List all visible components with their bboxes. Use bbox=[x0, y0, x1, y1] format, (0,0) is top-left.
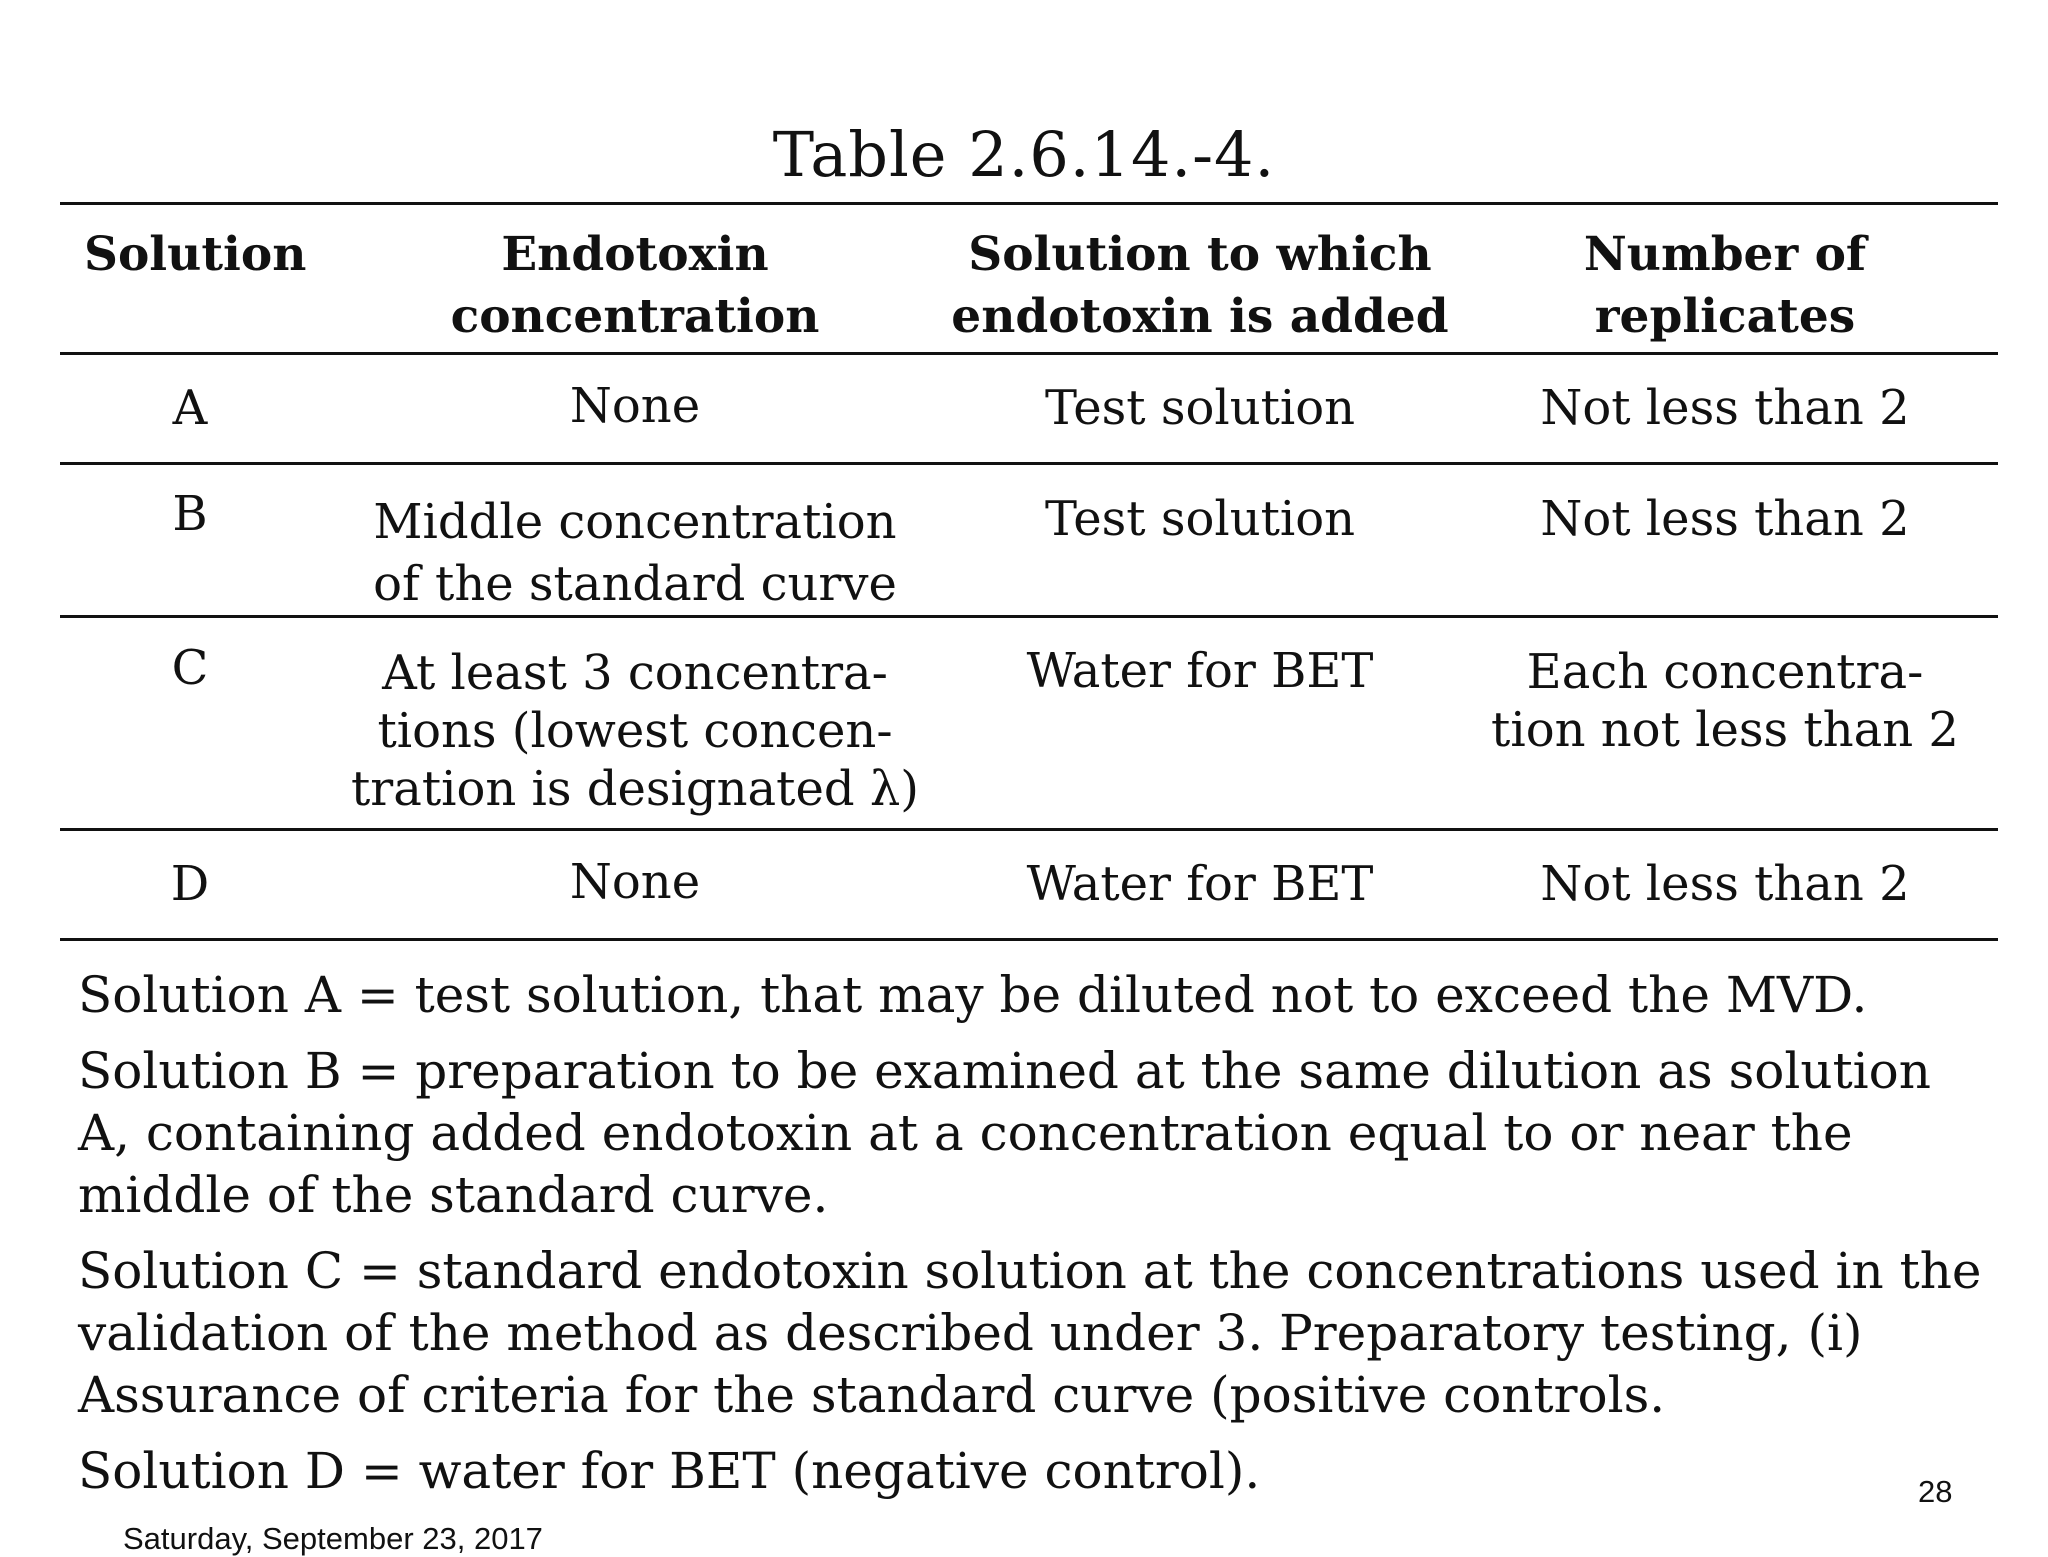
row-b-added: Test solution bbox=[1044, 491, 1356, 547]
row-c-replicates bbox=[1450, 643, 2000, 759]
row-b-endotoxin bbox=[320, 491, 950, 615]
row-a-replicates-line1: Not less than 2 bbox=[1540, 380, 1910, 436]
header-endotoxin-line1: Endotoxin bbox=[501, 227, 769, 282]
note-solution-b: Solution B = preparation to be examined at the same dilution as solution A, containing added endotoxin at a concentration equal to or near the middle of the standard curve. bbox=[78, 1042, 1931, 1224]
row-a-bottom-rule bbox=[60, 462, 1998, 465]
row-c-replicates-line1: Each concentra- bbox=[1526, 644, 1924, 700]
row-c-solution: C bbox=[171, 640, 209, 696]
header-replicates-line2: replicates bbox=[1594, 289, 1856, 344]
header-added-line2: endotoxin is added bbox=[951, 289, 1449, 344]
header-endotoxin-line2: concentration bbox=[450, 289, 820, 344]
row-c-added: Water for BET bbox=[1026, 643, 1374, 699]
row-d-endotoxin-line1: None bbox=[569, 854, 701, 910]
row-d-solution: D bbox=[170, 856, 210, 912]
row-b-endotoxin-line1: Middle concentration bbox=[373, 494, 897, 550]
row-d-added: Water for BET bbox=[1026, 856, 1374, 912]
header-endotoxin-concentration bbox=[320, 224, 950, 348]
row-d-replicates-line1: Not less than 2 bbox=[1540, 856, 1910, 912]
row-a-endotoxin-line1: None bbox=[569, 378, 701, 434]
row-c-bottom-rule bbox=[60, 828, 1998, 831]
row-a-endotoxin bbox=[320, 378, 950, 434]
row-d-endotoxin bbox=[320, 854, 950, 910]
header-number-of-replicates bbox=[1450, 224, 2000, 348]
row-b-solution: B bbox=[172, 486, 208, 542]
header-added-line1: Solution to which bbox=[968, 227, 1432, 282]
note-solution-a: Solution A = test solution, that may be diluted not to exceed the MVD. bbox=[78, 966, 1868, 1024]
row-a-solution: A bbox=[172, 380, 208, 436]
row-b-replicates-line1: Not less than 2 bbox=[1540, 491, 1910, 547]
row-b-replicates bbox=[1450, 491, 2000, 547]
row-b-bottom-rule bbox=[60, 615, 1998, 618]
row-a-replicates bbox=[1450, 380, 2000, 436]
header-solution bbox=[84, 224, 344, 286]
row-c-endotoxin-line1: At least 3 concentra- bbox=[382, 645, 888, 701]
row-c-endotoxin bbox=[320, 644, 950, 818]
footer-date: Saturday, September 23, 2017 bbox=[123, 1521, 543, 1556]
table-title: Table 2.6.14.-4. bbox=[772, 118, 1276, 191]
note-solution-d: Solution D = water for BET (negative control). bbox=[78, 1442, 1261, 1500]
row-b-endotoxin-line2: of the standard curve bbox=[373, 556, 897, 612]
table-bottom-rule bbox=[60, 938, 1998, 941]
table-top-rule bbox=[60, 202, 1998, 205]
row-c-replicates-line2: tion not less than 2 bbox=[1491, 702, 1959, 758]
header-bottom-rule bbox=[60, 352, 1998, 355]
header-replicates-line1: Number of bbox=[1583, 227, 1867, 282]
row-a-added: Test solution bbox=[1044, 380, 1356, 436]
row-c-endotoxin-line3: tration is designated λ) bbox=[350, 761, 919, 817]
table-notes bbox=[78, 964, 1998, 1516]
header-solution-added bbox=[950, 224, 1450, 348]
page-number: 28 bbox=[1918, 1474, 1953, 1509]
row-c-endotoxin-line2: tions (lowest concen- bbox=[377, 703, 893, 759]
row-d-replicates bbox=[1450, 856, 2000, 912]
header-solution-label: Solution bbox=[84, 227, 307, 282]
note-solution-c: Solution C = standard endotoxin solution at the concentrations used in the validation of the method as described under 3. Preparatory testing, (i) Assurance of criteria for the standard curve (positive controls. bbox=[78, 1242, 1982, 1424]
